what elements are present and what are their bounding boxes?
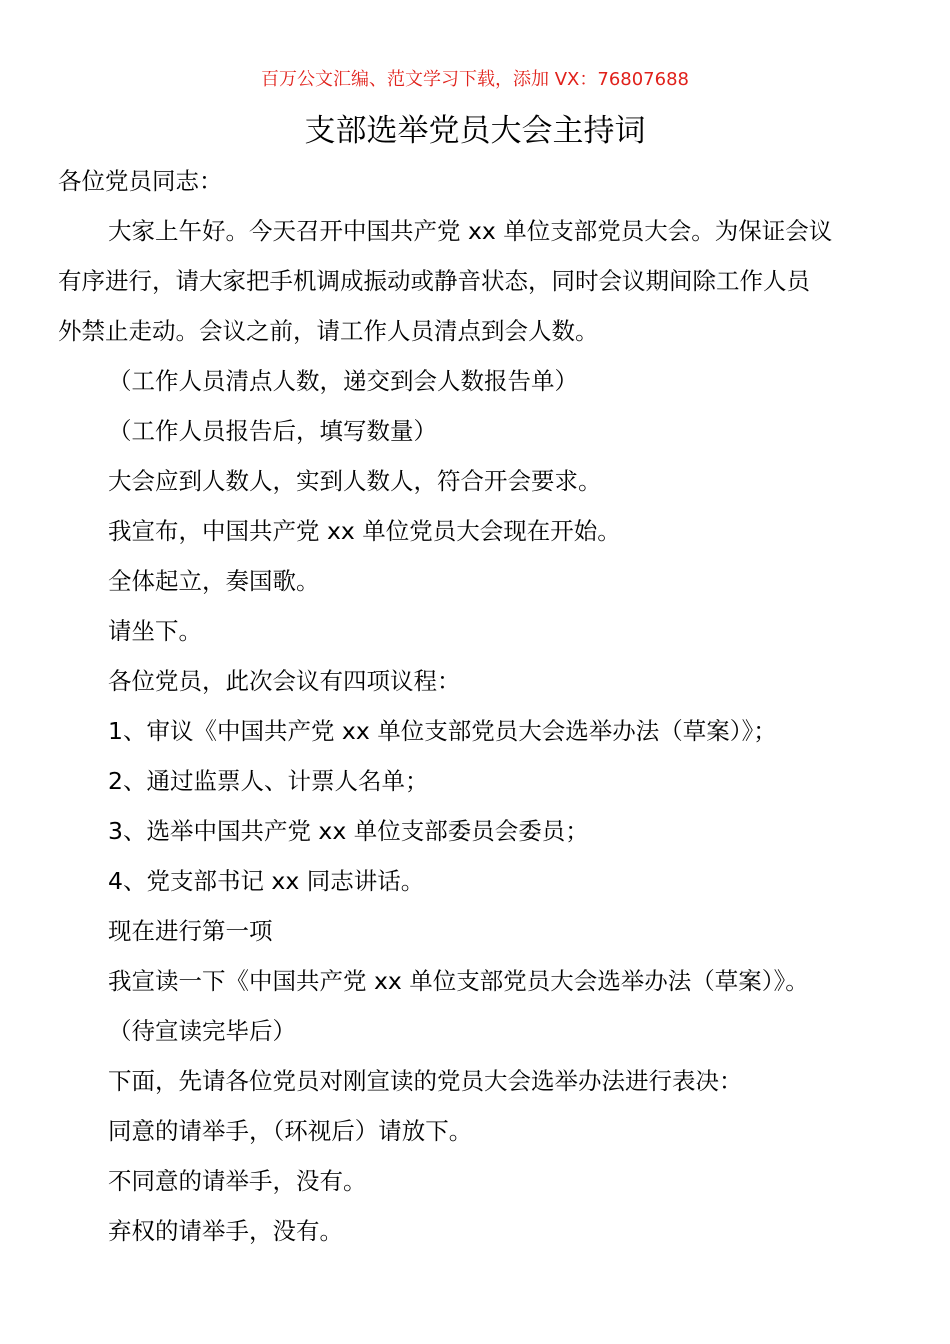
page-title: 支部选举党员大会主持词 [304,113,646,149]
paragraph-line: 不同意的请举手，没有。 [108,1167,367,1195]
paragraph-line: 外禁止走动。会议之前，请工作人员清点到会人数。 [58,317,599,345]
paragraph-line: 弃权的请举手，没有。 [108,1217,343,1245]
agenda-item: 3、选举中国共产党 xx 单位支部委员会委员； [108,817,589,845]
paragraph-line: 各位党员，此次会议有四项议程： [108,667,461,695]
paragraph-line: 现在进行第一项 [108,917,273,945]
paragraph-line: 有序进行，请大家把手机调成振动或静音状态，同时会议期间除工作人员 [58,267,810,295]
paragraph-line: 我宣读一下《中国共产党 xx 单位支部党员大会选举办法（草案）》。 [108,967,809,995]
paragraph-line: 大会应到人数人，实到人数人，符合开会要求。 [108,467,602,495]
paragraph-line: （工作人员清点人数，递交到会人数报告单） [108,367,578,395]
paragraph-line: （待宣读完毕后） [108,1017,296,1045]
paragraph-line: 我宣布，中国共产党 xx 单位党员大会现在开始。 [108,517,621,545]
agenda-item: 1、审议《中国共产党 xx 单位支部党员大会选举办法（草案）》； [108,717,777,745]
agenda-item: 4、党支部书记 xx 同志讲话。 [108,867,425,895]
document-body [58,156,904,1256]
paragraph-line: 请坐下。 [108,617,202,645]
paragraph-line: 大家上午好。今天召开中国共产党 xx 单位支部党员大会。为保证会议 [108,217,833,245]
paragraph-line: 下面，先请各位党员对刚宣读的党员大会选举办法进行表决： [108,1067,743,1095]
paragraph-line: 同意的请举手，（环视后）请放下。 [108,1117,473,1145]
agenda-item: 2、通过监票人、计票人名单； [108,767,429,795]
salutation: 各位党员同志： [58,167,223,195]
paragraph-line: 全体起立，奏国歌。 [108,567,320,595]
paragraph-line: （工作人员报告后，填写数量） [108,417,437,445]
watermark-text: 百万公文汇编、范文学习下载，添加 VX：76807688 [261,69,689,90]
